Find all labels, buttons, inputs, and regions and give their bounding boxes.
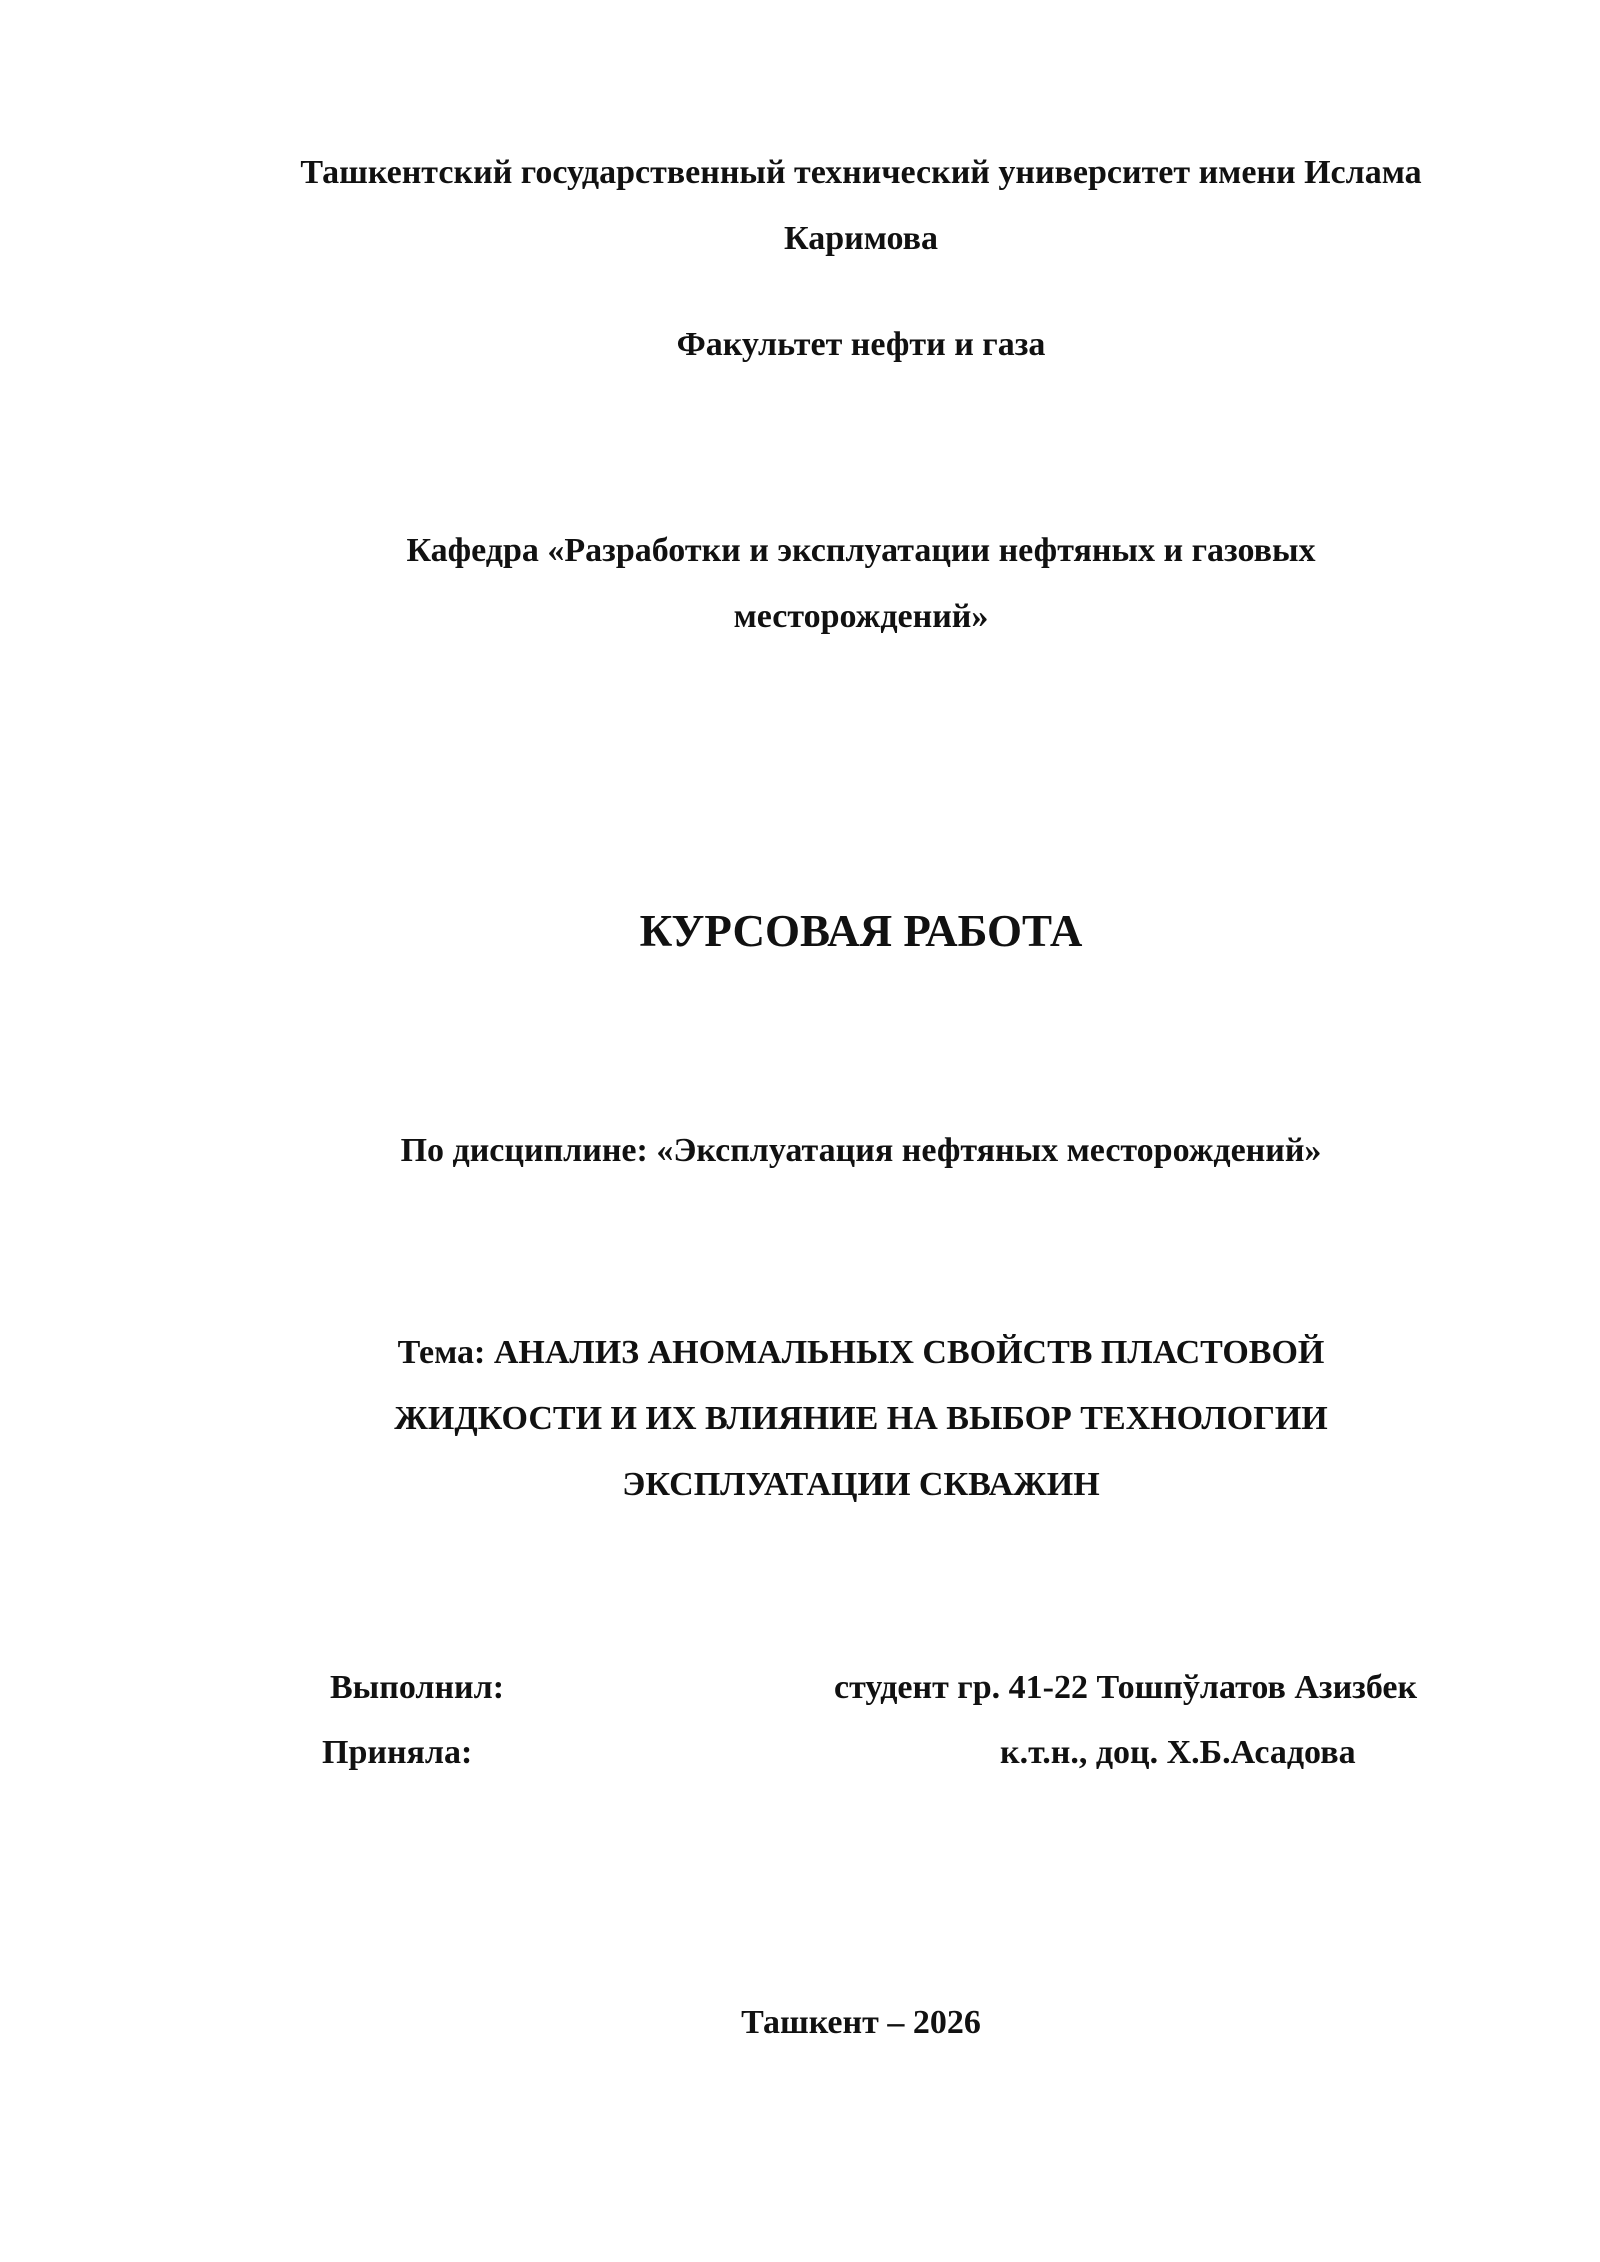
theme-line-3: ЭКСПЛУАТАЦИИ СКВАЖИН — [622, 1466, 1100, 1503]
reviewer-value: к.т.н., доц. Х.Б.Асадова — [1000, 1734, 1356, 1771]
city-year: Ташкент – 2026 — [741, 2004, 981, 2041]
department-name-line-2: месторождений» — [733, 598, 989, 635]
author-value: студент гр. 41-22 Тошпўлатов Азизбек — [834, 1669, 1418, 1706]
author-label: Выполнил: — [330, 1669, 505, 1706]
theme — [225, 1320, 1497, 1518]
theme-line-1: Тема: АНАЛИЗ АНОМАЛЬНЫХ СВОЙСТВ ПЛАСТОВОЙ — [397, 1334, 1325, 1371]
document-title: КУРСОВАЯ РАБОТА — [639, 906, 1083, 956]
reviewer-label: Приняла: — [322, 1734, 473, 1771]
faculty-name: Факультет нефти и газа — [676, 326, 1046, 363]
department-name-line-1: Кафедра «Разработки и эксплуатации нефтяных и газовых — [406, 532, 1316, 569]
university-name-line-2: Каримова — [784, 220, 938, 257]
university-name-line-1: Ташкентский государственный технический университет имени Ислама — [300, 154, 1422, 191]
theme-line-2: ЖИДКОСТИ И ИХ ВЛИЯНИЕ НА ВЫБОР ТЕХНОЛОГИИ — [394, 1400, 1328, 1437]
university-name — [225, 140, 1497, 272]
department-name — [225, 518, 1497, 650]
discipline: По дисциплине: «Эксплуатация нефтяных месторождений» — [400, 1132, 1322, 1169]
